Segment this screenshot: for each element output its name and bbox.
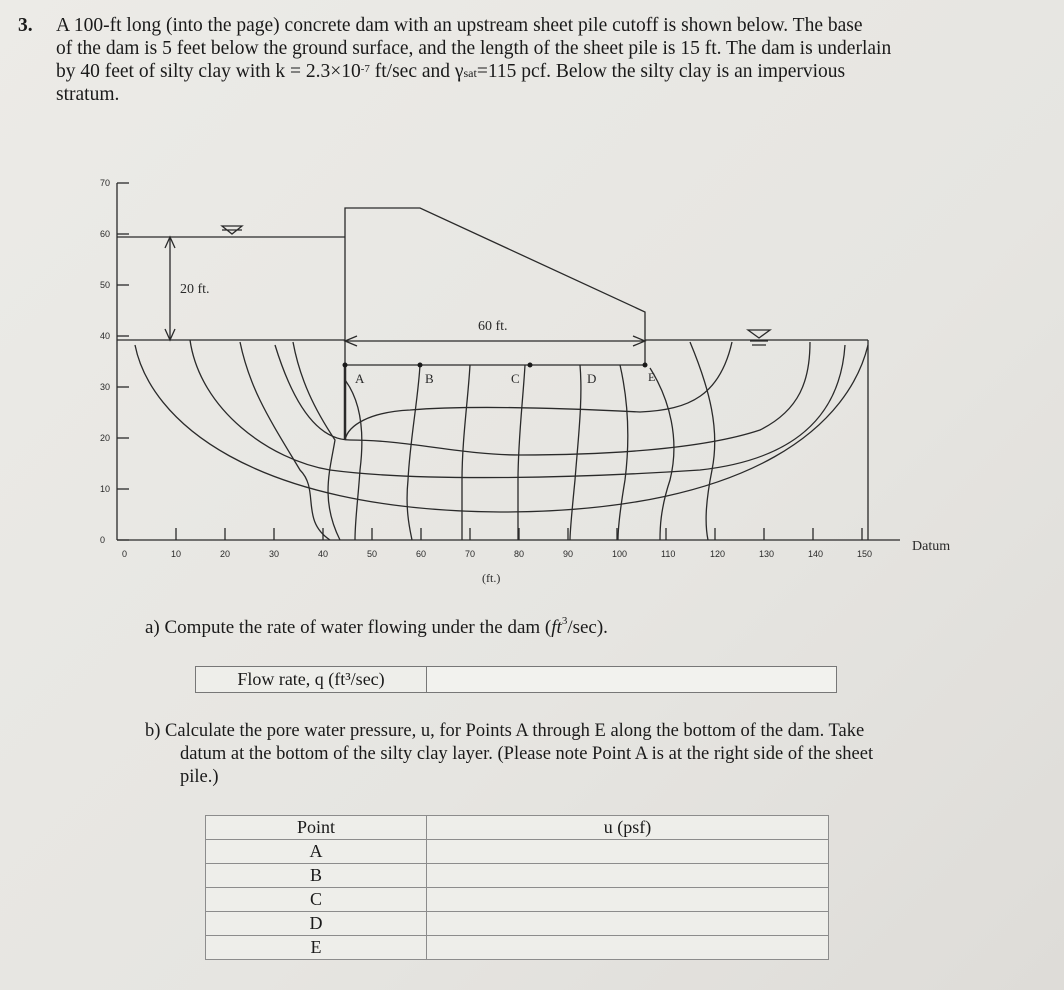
x-tick-label: 60 [416, 549, 427, 559]
part-a-question [145, 617, 608, 639]
x-tick-label: 130 [759, 549, 775, 559]
part-a-unit-tail: /sec). [567, 617, 608, 638]
x-tick-label: 20 [220, 549, 231, 559]
table-row [206, 840, 829, 864]
point-label-c: C [511, 371, 520, 386]
part-b-line-2: datum at the bottom of the silty clay layer. (Please note Point A is at the right side of the sheet [180, 744, 874, 764]
problem-number: 3. [18, 15, 33, 36]
x-tick-label: 10 [171, 549, 182, 559]
y-tick-label: 10 [100, 484, 111, 494]
u-input-cell[interactable] [427, 912, 829, 936]
line3-part-a: by 40 feet of silty clay with k = 2.3×10 [56, 61, 361, 82]
equipotential-9 [650, 368, 674, 540]
x-tick-label: 150 [857, 549, 873, 559]
pore-pressure-table [205, 815, 829, 960]
x-tick-label: 90 [563, 549, 574, 559]
x-axis-ticks [176, 528, 862, 540]
part-a-unit-exponent: 3 [561, 615, 568, 627]
problem-line-2: of the dam is 5 feet below the ground surface, and the length of the sheet pile is 15 ft. The dam is underlain [56, 38, 892, 59]
x-tick-label: 0 [122, 549, 128, 559]
table-row [206, 888, 829, 912]
point-label-b: B [425, 371, 434, 386]
y-tick-label: 0 [100, 535, 106, 545]
x-tick-label: 50 [367, 549, 378, 559]
point-label-d: D [587, 371, 597, 386]
x-tick-label: 100 [612, 549, 628, 559]
part-a-text: a) Compute the rate of water flowing under the dam ( [145, 617, 552, 638]
y-tick-label: 30 [100, 382, 111, 392]
point-cell: B [206, 864, 427, 888]
x-tick-label: 70 [465, 549, 476, 559]
line3-exponent: -7 [360, 63, 370, 75]
x-tick-label: 80 [514, 549, 525, 559]
equipotential-1 [240, 342, 330, 540]
equipotential-7 [570, 365, 581, 540]
y-tick-label: 70 [100, 178, 111, 188]
upstream-water-symbol [222, 226, 242, 234]
flow-rate-answer-row [195, 666, 837, 693]
datum-label: Datum [912, 539, 951, 554]
u-input-cell[interactable] [427, 936, 829, 960]
table-row [206, 864, 829, 888]
part-b-line-1: b) Calculate the pore water pressure, u, for Points A through E along the bottom of the dam. Take [145, 721, 865, 741]
flow-rate-input[interactable] [427, 667, 836, 692]
y-tick-label: 50 [100, 280, 111, 290]
header-point: Point [206, 816, 427, 840]
flow-line-1 [345, 342, 732, 440]
u-input-cell[interactable] [427, 840, 829, 864]
dim-60ft-label: 60 ft. [478, 319, 508, 334]
header-u: u (psf) [427, 816, 829, 840]
flow-line-3 [190, 340, 845, 478]
equipotential-10 [690, 342, 715, 540]
flow-line-bottom [135, 345, 868, 512]
line3-subscript: sat [463, 66, 477, 80]
equipotential-4 [407, 365, 420, 540]
downstream-water-symbol [748, 330, 770, 345]
x-tick-label: 30 [269, 549, 280, 559]
dim-20ft-label: 20 ft. [180, 282, 210, 297]
u-input-cell[interactable] [427, 864, 829, 888]
part-a-unit: ft [551, 617, 562, 638]
y-tick-label: 60 [100, 229, 111, 239]
x-tick-label: 110 [661, 549, 676, 559]
table-header-row [206, 816, 829, 840]
part-b-line-3: pile.) [180, 767, 219, 787]
table-row [206, 912, 829, 936]
part-b-question [145, 720, 873, 789]
flow-rate-label: Flow rate, q (ft³/sec) [196, 667, 427, 692]
point-cell: E [206, 936, 427, 960]
y-tick-label: 40 [100, 331, 111, 341]
point-cell: A [206, 840, 427, 864]
x-unit-label: (ft.) [482, 571, 501, 585]
u-input-cell[interactable] [427, 888, 829, 912]
equipotential-3 [345, 380, 362, 540]
x-tick-label: 120 [710, 549, 726, 559]
point-label-e: E [648, 370, 656, 384]
table-row [206, 936, 829, 960]
line3-part-b: ft/sec and γ [369, 61, 464, 82]
equipotential-6 [518, 365, 525, 540]
point-cell: C [206, 888, 427, 912]
equipotential-2 [293, 342, 340, 540]
x-tick-label: 140 [808, 549, 824, 559]
y-tick-label: 20 [100, 433, 111, 443]
problem-line-1: A 100-ft long (into the page) concrete dam with an upstream sheet pile cutoff is shown below. The base [56, 15, 863, 36]
point-label-a: A [355, 371, 365, 386]
problem-line-4: stratum. [56, 84, 120, 105]
x-tick-label: 40 [318, 549, 329, 559]
equipotential-5 [462, 365, 470, 540]
point-cell: D [206, 912, 427, 936]
line3-part-c: =115 pcf. Below the silty clay is an impervious [476, 61, 846, 82]
